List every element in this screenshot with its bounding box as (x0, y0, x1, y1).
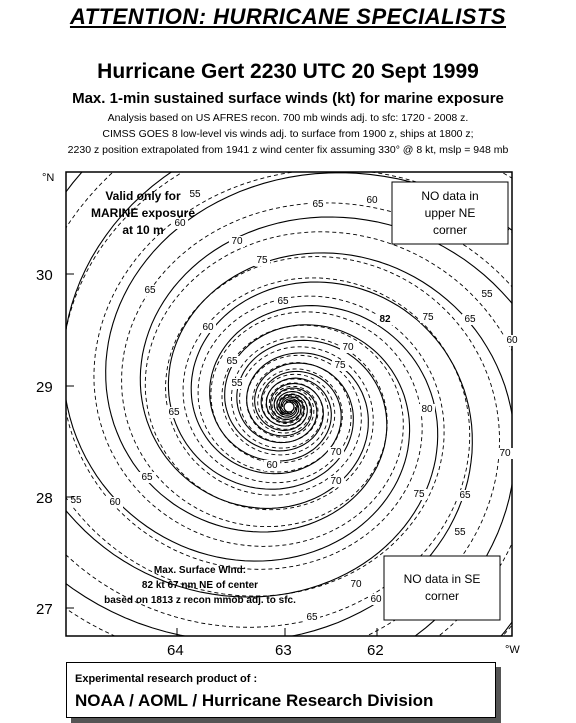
valid-note-line: MARINE exposure (90, 206, 196, 220)
contour-label: 75 (413, 489, 425, 500)
contour-label: 70 (499, 448, 511, 459)
credits-organization: NOAA / AOML / Hurricane Research Division (75, 691, 434, 710)
contour-label: 60 (109, 497, 121, 508)
contour-label: 65 (459, 490, 471, 501)
contour-label: 65 (277, 296, 289, 307)
lon-unit-label: °W (505, 644, 520, 656)
wind-analysis-map (0, 160, 576, 660)
contour-label: 70 (350, 579, 362, 590)
contour-label: 55 (454, 527, 466, 538)
contour-label: 55 (481, 289, 493, 300)
contour-label: 55 (70, 495, 82, 506)
contour-label: 65 (168, 407, 180, 418)
contour-label: 60 (174, 218, 186, 229)
analysis-note-3: 2230 z position extrapolated from 1941 z wind center fix assuming 330° @ 8 kt, mslp = 948 mb (67, 144, 509, 156)
page-subtitle: Max. 1-min sustained surface winds (kt) for marine exposure (72, 90, 504, 107)
lat-tick-label: 28 (36, 490, 53, 507)
contour-label: 55 (189, 189, 201, 200)
contour-label: 60 (370, 594, 382, 605)
analysis-note-1: Analysis based on US AFRES recon. 700 mb winds adj. to sfc: 1720 - 2008 z. (107, 112, 469, 124)
ne-box-line: NO data in (421, 189, 479, 203)
contour-label: 55 (231, 378, 243, 389)
credits-intro: Experimental research product of : (75, 673, 258, 685)
lat-tick-label: 30 (36, 267, 53, 284)
contour-label: 70 (330, 447, 342, 458)
valid-note-line: at 10 m (122, 223, 164, 237)
contour-label: 75 (256, 255, 268, 266)
contour-label: 60 (202, 322, 214, 333)
contour-label: 70 (342, 342, 354, 353)
contour-label: 70 (330, 476, 342, 487)
contour-label: 60 (266, 460, 278, 471)
contour-label: 75 (422, 312, 434, 323)
attention-heading: ATTENTION: HURRICANE SPECIALISTS (69, 4, 507, 29)
valid-note-line: Valid only for (105, 189, 181, 203)
analysis-note-2: CIMSS GOES 8 low-level vis winds adj. to surface from 1900 z, ships at 1800 z; (102, 128, 474, 140)
credits-box (66, 662, 496, 718)
page-title: Hurricane Gert 2230 UTC 20 Sept 1999 (97, 60, 479, 83)
contour-label: 65 (312, 199, 324, 210)
lon-tick-label: 63 (275, 642, 292, 659)
contour-label: 60 (506, 335, 518, 346)
lat-tick-label: 27 (36, 601, 53, 618)
contour-label: 65 (464, 314, 476, 325)
se-box-line: corner (424, 589, 460, 603)
max-wind-line: 82 kt 67 nm NE of center (141, 580, 259, 591)
lon-tick-label: 64 (167, 642, 184, 659)
contour-label: 65 (306, 612, 318, 623)
contour-label: 65 (226, 356, 238, 367)
contour-label: 75 (334, 360, 346, 371)
max-wind-line: based on 1813 z recon mmob adj. to sfc. (104, 595, 296, 606)
se-box-line: NO data in SE (403, 572, 481, 586)
contour-label: 60 (366, 195, 378, 206)
lat-unit-label: °N (42, 172, 55, 184)
contour-label: 65 (141, 472, 153, 483)
se-no-data-box (384, 556, 500, 620)
ne-box-line: upper NE (424, 206, 476, 220)
contour-label: 70 (231, 236, 243, 247)
max-wind-line: Max. Surface Wind: (153, 565, 247, 576)
contour-label: 65 (144, 285, 156, 296)
contour-label: 80 (421, 404, 433, 415)
lon-tick-label: 62 (367, 642, 384, 659)
ne-box-line: corner (432, 223, 468, 237)
lat-tick-label: 29 (36, 379, 53, 396)
contour-label: 82 (379, 314, 391, 325)
